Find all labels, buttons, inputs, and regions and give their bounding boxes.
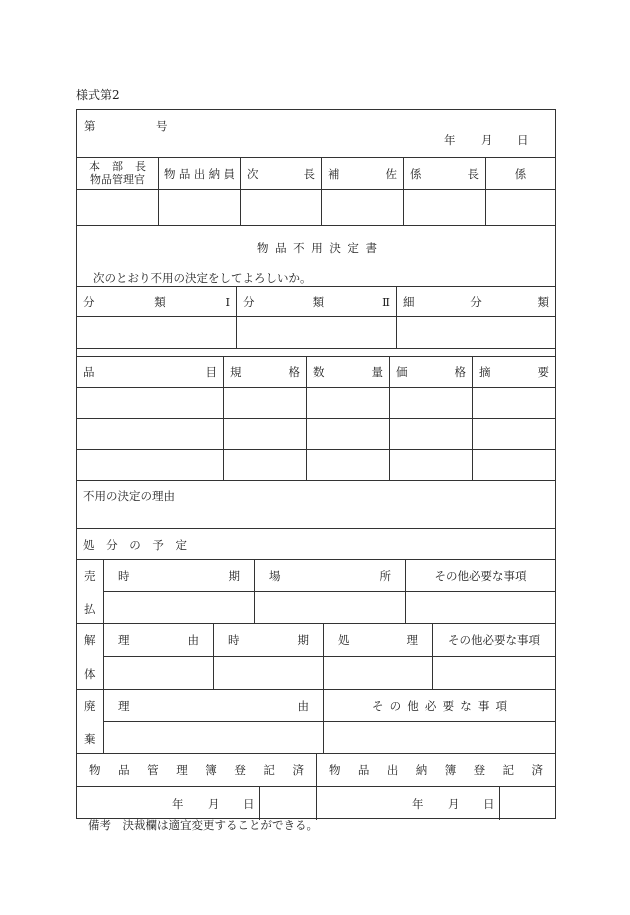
dismantle-reason-header: [104, 624, 214, 657]
header-char: 要: [537, 365, 549, 379]
item-cell[interactable]: [473, 388, 555, 419]
header-char: 価: [396, 365, 408, 379]
clerk-char: 物: [164, 166, 176, 181]
sale-char: 売: [84, 569, 96, 583]
disposal-char: 分: [106, 538, 118, 552]
dismantle-period-header: [214, 624, 324, 657]
approval-head-clerk: [159, 158, 241, 190]
disposal-char: の: [129, 538, 141, 552]
sale-period-header: [104, 560, 255, 592]
ledger-section: [76, 753, 556, 819]
sale-place-field[interactable]: [255, 592, 406, 624]
item-cell[interactable]: [224, 450, 307, 481]
class-char: 細: [403, 294, 415, 309]
discard-char: 必: [424, 698, 437, 713]
footnote: 備考 決裁欄は適宜変更することができる。: [88, 818, 318, 832]
sub-classification-header: [397, 287, 555, 317]
sale-other-field[interactable]: [406, 592, 555, 624]
ledger-char: 記: [263, 763, 275, 777]
header-char: 格: [454, 365, 466, 379]
ledger-char: 登: [234, 763, 246, 777]
header-char: 摘: [479, 365, 491, 379]
deputy-char: 次: [247, 166, 259, 181]
sale-other-header: [406, 560, 555, 592]
approval-seal-box[interactable]: [486, 190, 555, 226]
title-section: [76, 225, 556, 286]
dismantle-reason-field[interactable]: [104, 657, 214, 690]
sale-period-field[interactable]: [104, 592, 255, 624]
ledger-char: 簿: [444, 763, 457, 777]
discard-char: そ: [372, 698, 384, 713]
class-char: 分: [243, 294, 255, 309]
date-year: 年: [412, 797, 424, 811]
clerk-char: 出: [193, 166, 206, 181]
disposal-char: 定: [175, 538, 187, 552]
assistant-char: 補: [328, 166, 340, 181]
price-header: [390, 357, 473, 388]
class-char: Ⅰ: [225, 294, 230, 309]
disposal-char: 処: [83, 538, 95, 552]
class-char: 類: [154, 294, 166, 309]
sale-other-label: その他必要な事項: [434, 568, 527, 583]
discard-other-field[interactable]: [324, 722, 555, 754]
reason-section[interactable]: [76, 480, 556, 528]
item-cell[interactable]: [224, 388, 307, 419]
item-cell[interactable]: [307, 419, 390, 450]
header-char: 品: [83, 365, 95, 379]
ledger-management-seal[interactable]: [260, 787, 317, 820]
disposal-plan-label: [83, 537, 187, 553]
dismantle-other-field[interactable]: [433, 657, 555, 690]
item-cell[interactable]: [307, 388, 390, 419]
clerk-char: 納: [208, 166, 221, 181]
approval-head-assistant: [322, 158, 404, 190]
discard-char: 項: [495, 698, 507, 713]
title-char: 決: [329, 241, 341, 255]
sale-char: 時: [118, 568, 130, 583]
sale-char: 所: [379, 568, 391, 583]
ledger-char: 登: [473, 763, 486, 777]
item-cell[interactable]: [473, 419, 555, 450]
deputy-char: 長: [303, 166, 315, 181]
discard-reason-field[interactable]: [104, 722, 324, 754]
sale-char: 払: [84, 602, 96, 616]
header-char: 数: [313, 365, 325, 379]
discard-char: 廃: [84, 699, 96, 713]
document-title: [257, 240, 377, 256]
ledger-char: 物: [329, 763, 341, 777]
approval-seal-box[interactable]: [77, 190, 159, 226]
item-cell[interactable]: [390, 419, 473, 450]
class-char: 類: [537, 294, 549, 309]
day-label: 日: [517, 133, 529, 147]
item-cell[interactable]: [390, 450, 473, 481]
ledger-char: 理: [176, 763, 188, 777]
month-label: 月: [481, 133, 493, 147]
director-char: 長: [135, 160, 146, 173]
approval-seal-box[interactable]: [241, 190, 322, 226]
discard-section: [76, 689, 556, 753]
dismantle-char: 由: [187, 633, 199, 647]
ledger-management-header: [77, 754, 317, 787]
title-char: 物: [257, 241, 269, 255]
title-char: 不: [293, 241, 305, 255]
chief-char: 長: [467, 166, 479, 181]
approval-seal-box[interactable]: [404, 190, 486, 226]
ledger-dispatch-seal[interactable]: [500, 787, 555, 820]
spec-header: [224, 357, 307, 388]
approval-seal-box[interactable]: [322, 190, 404, 226]
approval-head-chief: [404, 158, 486, 190]
dismantle-char: 理: [406, 633, 418, 647]
class-char: Ⅱ: [382, 294, 390, 309]
ledger-char: 品: [118, 763, 130, 777]
item-cell[interactable]: [77, 419, 224, 450]
discard-char: 棄: [84, 732, 96, 746]
date-month: 月: [208, 797, 220, 811]
classification-1-header: [77, 287, 237, 317]
sale-side-label: [77, 560, 104, 624]
item-cell[interactable]: [224, 419, 307, 450]
title-char: 用: [311, 241, 323, 255]
classification-2-header: [237, 287, 397, 317]
discard-char: 由: [297, 698, 309, 713]
number-date-section: [76, 109, 556, 157]
discard-char: 要: [442, 698, 455, 713]
date-day: 日: [243, 797, 255, 811]
class-char: 分: [83, 294, 95, 309]
approval-seal-box[interactable]: [159, 190, 241, 226]
ledger-char: 管: [147, 763, 159, 777]
form-number-label: 様式第2: [76, 88, 120, 102]
item-cell[interactable]: [77, 388, 224, 419]
dismantle-char: 解: [84, 633, 96, 647]
classification-section: [76, 286, 556, 348]
ledger-dispatch-header: [317, 754, 555, 787]
go-label: 号: [156, 119, 168, 133]
ledger-char: 済: [292, 763, 304, 777]
dismantle-other-label: その他必要な事項: [448, 633, 540, 647]
item-name-header: [77, 357, 224, 388]
discard-reason-header: [104, 690, 324, 722]
approval-head-deputy: [241, 158, 322, 190]
date-day: 日: [483, 797, 495, 811]
sale-place-header: [255, 560, 406, 592]
title-char: 書: [365, 241, 377, 255]
date-month: 月: [448, 797, 460, 811]
ledger-char: 簿: [205, 763, 217, 777]
dismantle-char: 体: [84, 667, 96, 681]
header-char: 規: [230, 365, 242, 379]
sale-section: [76, 559, 556, 623]
ledger-char: 品: [357, 763, 370, 777]
class-char: 分: [470, 294, 482, 309]
dismantle-section: [76, 623, 556, 689]
ledger-management-date[interactable]: [77, 787, 260, 820]
item-cell[interactable]: [473, 450, 555, 481]
dismantle-char: 理: [118, 633, 130, 647]
ledger-char: 済: [531, 763, 543, 777]
discard-char: 事: [477, 698, 490, 713]
disposal-char: 予: [152, 538, 164, 552]
class-char: 類: [312, 294, 325, 309]
dai-label: 第: [84, 119, 96, 133]
dismantle-period-field[interactable]: [214, 657, 324, 690]
title-char: 品: [275, 241, 287, 255]
approval-head-staff: [486, 158, 555, 190]
director-char: 部: [112, 160, 123, 173]
ledger-char: 記: [502, 763, 515, 777]
date-year: 年: [172, 797, 184, 811]
dismantle-treatment-header: [324, 624, 433, 657]
dismantle-char: 時: [228, 633, 240, 647]
items-section: [76, 356, 556, 480]
ledger-dispatch-date[interactable]: [317, 787, 500, 820]
item-cell[interactable]: [77, 450, 224, 481]
clerk-char: 員: [223, 166, 235, 181]
discard-char: 他: [407, 698, 419, 713]
quantity-header: [307, 357, 390, 388]
discard-side-label: [77, 690, 104, 754]
ledger-char: 出: [386, 763, 399, 777]
assistant-char: 佐: [385, 166, 397, 181]
discard-char: の: [389, 698, 402, 713]
director-char: 本: [89, 160, 100, 173]
classification-2-field[interactable]: [237, 317, 397, 349]
header-char: 量: [371, 365, 383, 379]
classification-1-field[interactable]: [77, 317, 237, 349]
sale-char: 期: [228, 568, 240, 583]
header-char: 格: [288, 365, 300, 379]
dismantle-side-label: [77, 624, 104, 690]
sale-char: 場: [269, 568, 281, 583]
remarks-header: [473, 357, 555, 388]
item-cell[interactable]: [390, 388, 473, 419]
intro-text: 次のとおり不用の決定をしてよろしいか。: [93, 271, 312, 285]
staff-label: 係: [514, 166, 527, 181]
chief-char: 係: [410, 166, 422, 181]
header-char: 目: [205, 365, 217, 379]
discard-other-header: [324, 690, 555, 722]
decision-form: [76, 109, 556, 819]
clerk-char: 品: [178, 166, 191, 181]
discard-char: 理: [118, 698, 130, 713]
ledger-char: 納: [415, 763, 428, 777]
dismantle-treatment-field[interactable]: [324, 657, 433, 690]
dismantle-char: 期: [297, 633, 309, 647]
title-char: 定: [347, 241, 359, 255]
property-manager-label: 物品管理官: [90, 173, 145, 186]
discard-char: な: [460, 698, 472, 713]
dismantle-char: 処: [338, 633, 350, 647]
reason-label: 不用の決定の理由: [83, 489, 175, 503]
disposal-plan-section: [76, 528, 556, 559]
item-cell[interactable]: [307, 450, 390, 481]
approval-section: [76, 157, 556, 225]
year-label: 年: [444, 133, 456, 147]
ledger-char: 物: [89, 763, 101, 777]
section-gap: [76, 348, 556, 356]
dismantle-other-header: [433, 624, 555, 657]
approval-head-director: [77, 158, 159, 190]
sub-classification-field[interactable]: [397, 317, 555, 349]
